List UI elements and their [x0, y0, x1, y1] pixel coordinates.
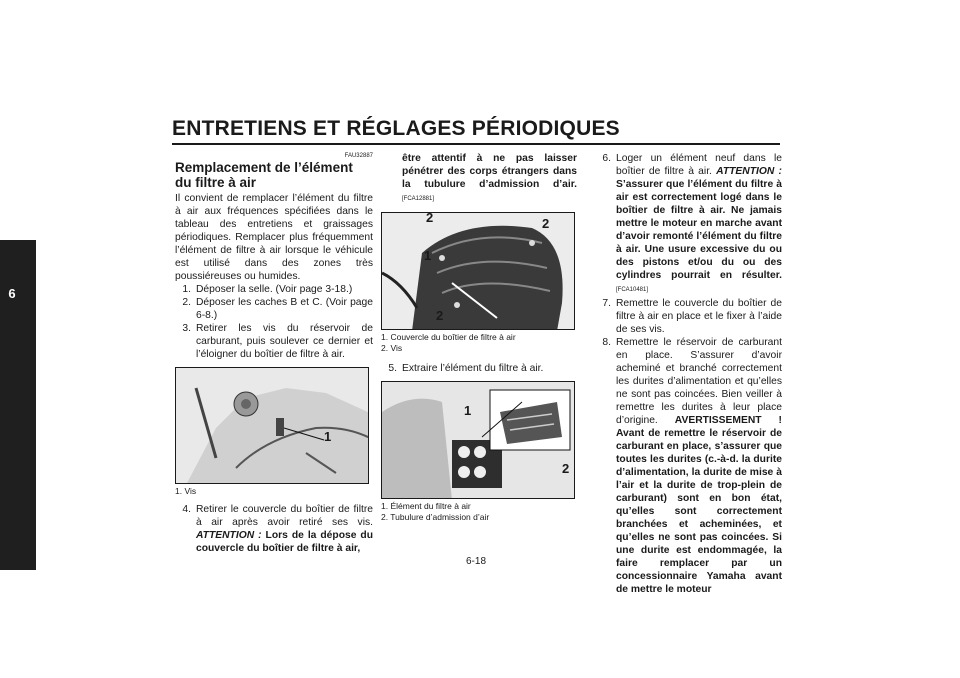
figure-1-caption: 1. Vis: [175, 486, 197, 496]
column-1: [175, 152, 373, 555]
step-8: 8. Remettre le réservoir de carburant en place. S’assurer d’avoir acheminé et branché correctement les durites d’alimentation et qu’elles ne sont pas coincées. Bien veiller à remettre les durites à leur place d’origine. AVERTISSEMENT ! Avant de remettre le réservoir de carburant en place, s’assurer que toutes les durites (c.-à-d. la durite d’alimentation, la durite de mise à l’air et la durite de trop-plein de carburant) sont en bon état, qu’elles sont correctement branchées et acheminées, et qu’elles ne sont pas coincées. Si une durite est endommagée, la faire remplacer par un concessionnaire Yamaha avant de mettre le moteur: [602, 337, 782, 595]
page-header: [172, 116, 780, 145]
figure-1-illustration: [176, 368, 369, 484]
chapter-number: 6: [8, 286, 16, 301]
step-6-text: Loger un élément neuf dans le boîtier de filtre à air.: [616, 153, 782, 177]
step-3: 3. Retirer les vis du réservoir de carburant, puis soulever ce dernier et l’éloigner du boîtier de filtre à air.: [182, 323, 373, 360]
step-8-warning: AVERTISSEMENT ! Avant de remettre le réservoir de carburant en place, s’assurer que toutes les durites (c.-à-d. la durite d’alimentation, la durite de mise à l’air et la durite de trop-plein de carburant) sont en bon état, qu’elles sont correctement branchées et acheminées, et qu’elles ne sont pas coincées. Si une durite est endommagée, la faire remplacer par un concessionnaire Yamaha avant de mettre le moteur: [616, 415, 782, 595]
header-rule: [172, 143, 780, 145]
step-4-attention: ATTENTION :: [196, 530, 262, 541]
step-4-code: [FCA12881]: [402, 196, 435, 202]
step-6: 6. Loger un élément neuf dans le boîtier de filtre à air. ATTENTION : S’assurer que l’élément du filtre à air est correctement logé dans le boîtier de filtre à air. Ne jamais mettre le moteur en marche avant d’avoir remonté l’élément du filtre à air. Une usure excessive du ou des pistons et/ou du ou des cylindres pourrait en résulter. [FCA10481]: [602, 153, 782, 293]
column-2: [381, 152, 577, 523]
step-4: 4. Retirer le couvercle du boîtier de filtre à air après avoir retiré ses vis. ATTENTION : Lors de la dépose du couvercle du boîtier de filtre à air,: [182, 504, 373, 554]
figure-3-caption-1: 1. Élément du filtre à air: [381, 501, 471, 511]
callout-1: 1: [324, 429, 332, 444]
figure-2-caption-1: 1. Couvercle du boîtier de filtre à air: [381, 332, 516, 342]
step-4-warning-cont: être attentif à ne pas laisser pénétrer des corps étrangers dans la tubulure d’admission d’air.: [402, 153, 577, 190]
figure-fuel-tank-screw: [175, 367, 369, 484]
callout-2: 2: [562, 461, 570, 476]
figure-air-filter-element: [381, 381, 575, 499]
figure-airbox-cover: [381, 212, 575, 330]
step-5: 5. Extraire l’élément du filtre à air.: [388, 363, 544, 374]
step-4-continued: [381, 152, 577, 206]
figure-3-illustration: [382, 382, 575, 499]
page-title: ENTRETIENS ET RÉGLAGES PÉRIODIQUES: [172, 117, 620, 140]
figure-2-caption-2: 2. Vis: [381, 343, 403, 353]
step-7: 7. Remettre le couvercle du boîtier de filtre à air en place et le fixer à l’aide de ses vis.: [602, 298, 782, 335]
callout-1: 1: [424, 248, 432, 263]
step-1: 1. Déposer la selle. (Voir page 3-18.): [182, 284, 353, 295]
step-8-text: Remettre le réservoir de carburant en place. S’assurer d’avoir acheminé et branché correctement les durites d’alimentation et qu’elles ne sont pas coincées. Bien veiller à remettre les durites à leur place d’origine.: [616, 337, 782, 426]
callout-2b: 2: [542, 216, 550, 231]
callout-1: 1: [464, 403, 472, 418]
section-code: FAU32887: [344, 153, 373, 159]
callout-2a: 2: [426, 212, 434, 225]
figure-3-caption-2: 2. Tubulure d’admission d’air: [381, 512, 490, 522]
step-2: 2. Déposer les caches B et C. (Voir page 6-8.): [182, 297, 373, 321]
page-number: 6-18: [466, 556, 487, 567]
intro-paragraph: Il convient de remplacer l’élément du filtre à air aux fréquences spécifiées dans le tableau des entretiens et graissages périodiques. Remplacer plus fréquemment l’élément de filtre à air lorsque le véhicule est utilisé dans des zones très poussiéreuses ou humides.: [175, 193, 373, 282]
column-3: [595, 152, 782, 596]
step-6-code: [FCA10481]: [616, 287, 649, 293]
chapter-tab: [0, 240, 36, 570]
callout-2c: 2: [436, 308, 444, 323]
step-6-warning: S’assurer que l’élément du filtre à air est correctement logé dans le boîtier de filtre à air. Ne jamais mettre le moteur en marche avant d’avoir remonté l’élément du filtre à air. Une usure excessive du ou des pistons et/ou du ou des cylindres pourrait en résulter.: [616, 179, 782, 281]
section-title: Remplacement de l’élément du filtre à air: [175, 160, 353, 190]
step-6-attention: ATTENTION :: [716, 166, 782, 177]
step-4-text: Retirer le couvercle du boîtier de filtre à air après avoir retiré ses vis.: [196, 504, 373, 528]
step-4-warning: Lors de la dépose du couvercle du boîtier de filtre à air,: [196, 530, 373, 554]
